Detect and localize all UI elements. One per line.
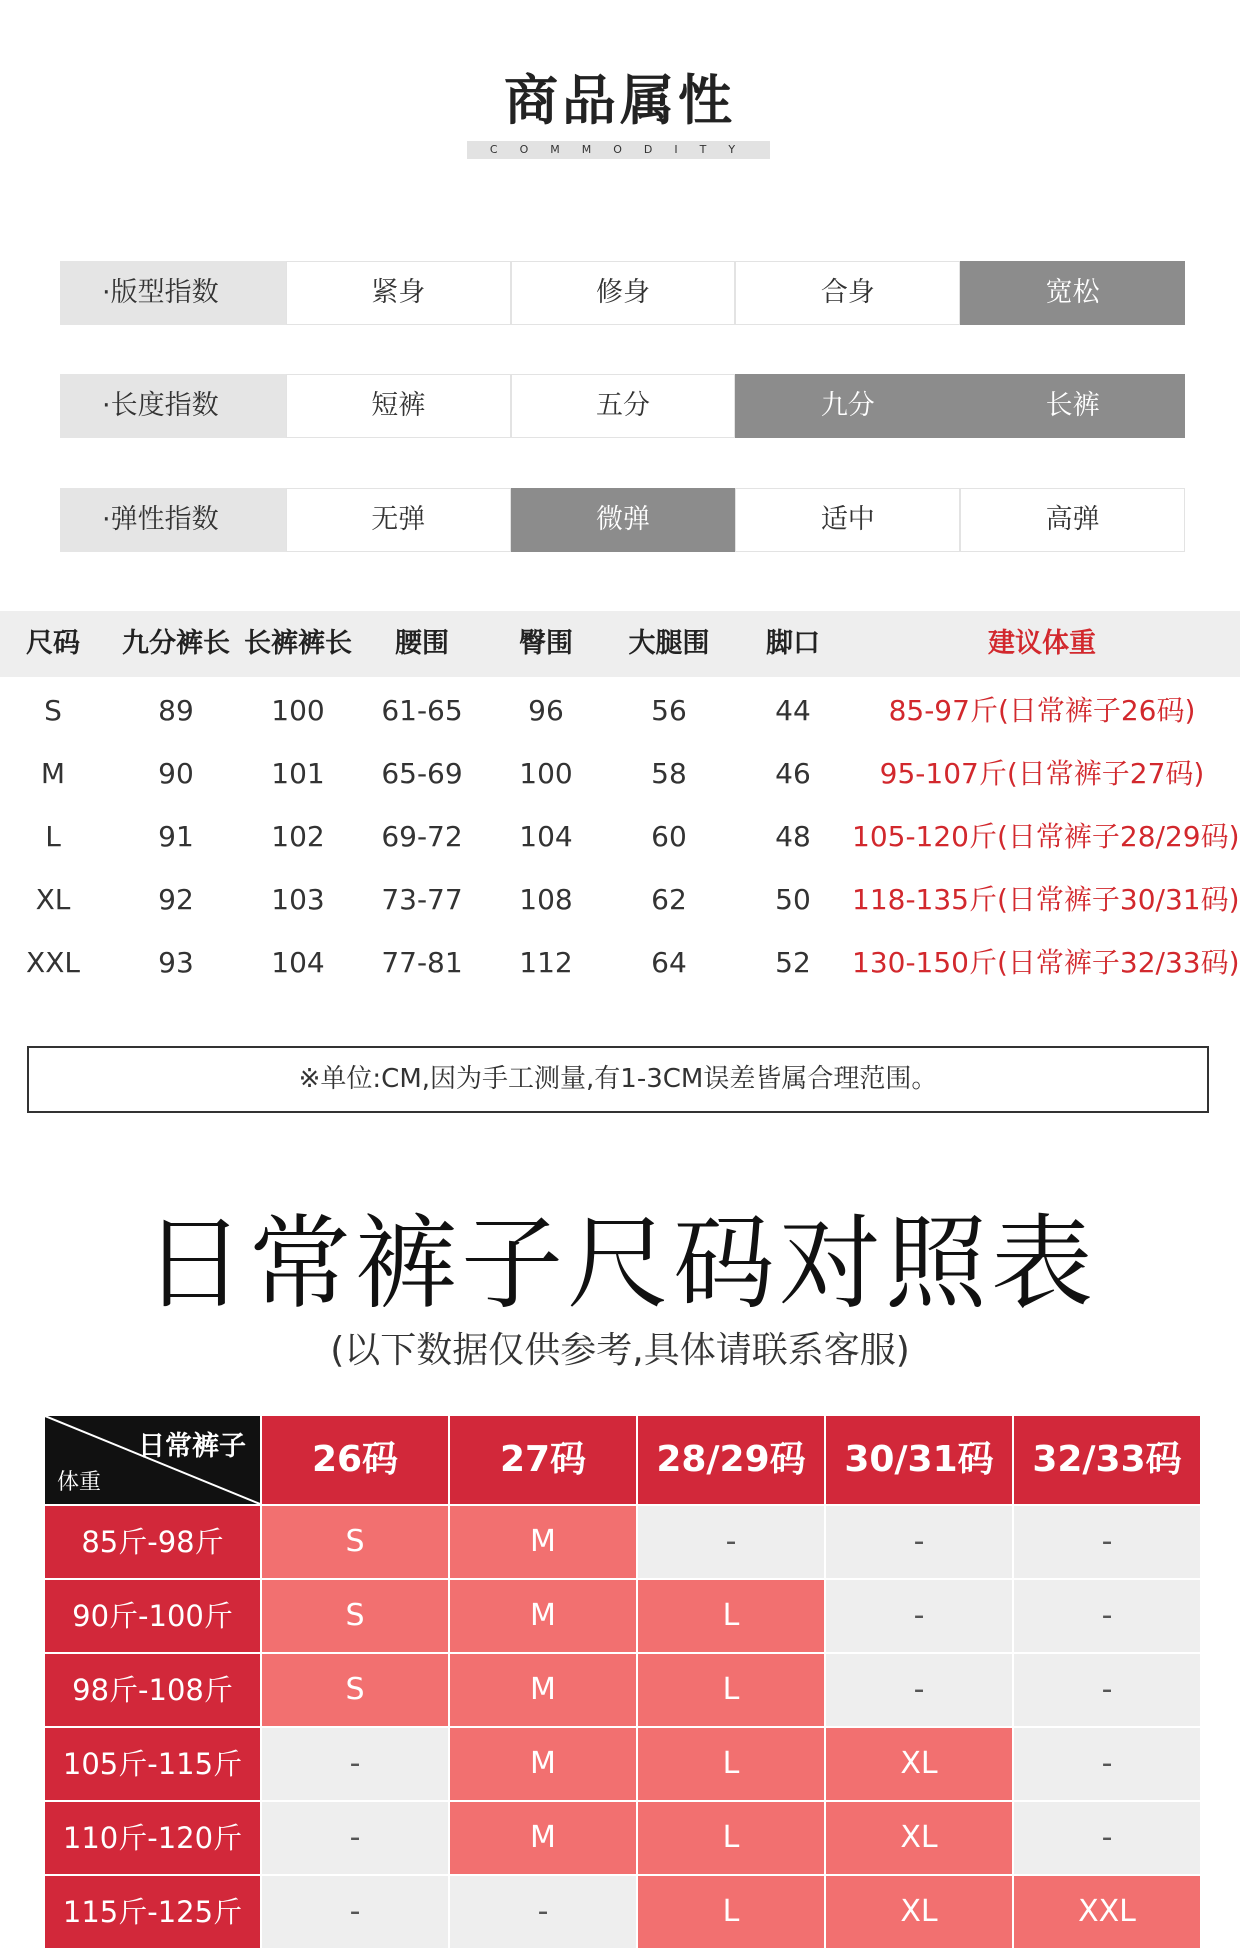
recommended-weight: 105-120斤(日常裤子28/29码) (852, 820, 1240, 853)
size-measurement: 46 (775, 757, 811, 790)
weight-range-label: 115斤-125斤 (45, 1876, 260, 1948)
comparison-cell: L (638, 1580, 824, 1652)
corner-column-label: 日常裤子 (138, 1431, 246, 1462)
attribute-row (60, 261, 1185, 325)
size-table-row (0, 743, 1240, 805)
size-measurement: 65-69 (381, 757, 463, 790)
size-measurement: 62 (651, 883, 687, 916)
comparison-cell: L (638, 1876, 824, 1948)
size-table-header (0, 611, 1240, 677)
size-label: XXL (26, 946, 80, 979)
measurement-note: ※单位:CM,因为手工测量,有1-3CM误差皆属合理范围。 (27, 1046, 1209, 1113)
size-measurement: 89 (158, 694, 194, 727)
comparison-cell: XL (826, 1802, 1012, 1874)
size-column-header: 脚口 (766, 628, 820, 659)
attribute-option: 短裤 (286, 374, 511, 438)
comparison-cell: - (1014, 1802, 1200, 1874)
comparison-cell: - (262, 1802, 448, 1874)
attribute-option: 高弹 (960, 488, 1185, 552)
comparison-cell: XL (826, 1876, 1012, 1948)
comparison-cell: XXL (1014, 1876, 1200, 1948)
size-measurement: 100 (519, 757, 573, 790)
attribute-label: ·弹性指数 (60, 488, 286, 552)
size-measurement: 58 (651, 757, 687, 790)
attribute-option: 五分 (511, 374, 736, 438)
size-measurement: 102 (271, 820, 325, 853)
comparison-cell: - (826, 1506, 1012, 1578)
comparison-column-header: 32/33码 (1014, 1416, 1200, 1504)
comparison-cell: S (262, 1654, 448, 1726)
comparison-cell: L (638, 1654, 824, 1726)
size-table-row (0, 869, 1240, 931)
attribute-label: ·版型指数 (60, 261, 286, 325)
size-label: M (40, 757, 66, 790)
attribute-option: 紧身 (286, 261, 511, 325)
size-measurement: 104 (271, 946, 325, 979)
size-measurement: 73-77 (381, 883, 463, 916)
comparison-cell: M (450, 1728, 636, 1800)
size-table-row (0, 932, 1240, 994)
size-label: XL (35, 883, 71, 916)
comparison-subtitle: (以下数据仅供参考,具体请联系客服) (330, 1330, 910, 1371)
size-column-header: 大腿围 (628, 628, 710, 659)
comparison-cell: M (450, 1506, 636, 1578)
attribute-option: 微弹 (511, 488, 736, 552)
comparison-cell: - (826, 1654, 1012, 1726)
size-measurement: 108 (519, 883, 573, 916)
attribute-option: 长裤 (960, 374, 1185, 438)
size-label: S (44, 694, 62, 727)
size-column-header: 臀围 (519, 628, 573, 659)
size-measurement: 50 (775, 883, 811, 916)
weight-range-label: 105斤-115斤 (45, 1728, 260, 1800)
attribute-option: 修身 (511, 261, 736, 325)
size-table-row (0, 806, 1240, 868)
comparison-title: 日常裤子尺码对照表 (143, 1205, 1097, 1324)
comparison-cell: - (450, 1876, 636, 1948)
recommended-weight: 130-150斤(日常裤子32/33码) (852, 946, 1240, 979)
weight-range-label: 90斤-100斤 (45, 1580, 260, 1652)
size-column-header: 九分裤长 (122, 628, 230, 659)
comparison-cell: L (638, 1802, 824, 1874)
attribute-row (60, 488, 1185, 552)
size-measurement: 96 (528, 694, 564, 727)
size-measurement: 56 (651, 694, 687, 727)
weight-range-label: 98斤-108斤 (45, 1654, 260, 1726)
comparison-column-header: 26码 (262, 1416, 448, 1504)
size-measurement: 52 (775, 946, 811, 979)
comparison-cell: - (1014, 1654, 1200, 1726)
size-measurement: 91 (158, 820, 194, 853)
attribute-label: ·长度指数 (60, 374, 286, 438)
attribute-option: 九分 (735, 374, 960, 438)
recommended-weight: 95-107斤(日常裤子27码) (879, 757, 1205, 790)
comparison-cell: S (262, 1580, 448, 1652)
size-measurement: 48 (775, 820, 811, 853)
size-measurement: 101 (271, 757, 325, 790)
comparison-cell: M (450, 1802, 636, 1874)
recommended-weight: 118-135斤(日常裤子30/31码) (852, 883, 1240, 916)
comparison-cell: L (638, 1728, 824, 1800)
corner-row-label: 体重 (57, 1470, 102, 1495)
comparison-column-header: 30/31码 (826, 1416, 1012, 1504)
comparison-cell: S (262, 1506, 448, 1578)
attribute-option: 合身 (735, 261, 960, 325)
weight-range-label: 85斤-98斤 (45, 1506, 260, 1578)
comparison-cell: - (638, 1506, 824, 1578)
comparison-cell: - (1014, 1506, 1200, 1578)
comparison-cell: - (262, 1728, 448, 1800)
comparison-cell: XL (826, 1728, 1012, 1800)
comparison-cell: - (1014, 1580, 1200, 1652)
attribute-option: 无弹 (286, 488, 511, 552)
comparison-cell: - (1014, 1728, 1200, 1800)
table-corner-header (45, 1416, 260, 1504)
attribute-option: 适中 (735, 488, 960, 552)
size-measurement: 92 (158, 883, 194, 916)
size-column-header: 腰围 (395, 628, 449, 659)
size-column-header: 建议体重 (988, 628, 1096, 659)
weight-range-label: 110斤-120斤 (45, 1802, 260, 1874)
size-measurement: 77-81 (381, 946, 463, 979)
size-table-row (0, 680, 1240, 742)
comparison-cell: M (450, 1654, 636, 1726)
recommended-weight: 85-97斤(日常裤子26码) (888, 694, 1196, 727)
size-measurement: 69-72 (381, 820, 463, 853)
size-column-header: 长裤裤长 (244, 628, 352, 659)
attribute-option: 宽松 (960, 261, 1185, 325)
size-measurement: 90 (158, 757, 194, 790)
size-measurement: 64 (651, 946, 687, 979)
section-subtitle: COMMODITY (467, 141, 770, 159)
comparison-cell: M (450, 1580, 636, 1652)
size-measurement: 44 (775, 694, 811, 727)
comparison-cell: - (262, 1876, 448, 1948)
size-measurement: 112 (519, 946, 573, 979)
size-measurement: 60 (651, 820, 687, 853)
size-measurement: 104 (519, 820, 573, 853)
comparison-column-header: 27码 (450, 1416, 636, 1504)
size-measurement: 93 (158, 946, 194, 979)
size-measurement: 103 (271, 883, 325, 916)
comparison-cell: - (826, 1580, 1012, 1652)
size-column-header: 尺码 (26, 628, 80, 659)
size-measurement: 100 (271, 694, 325, 727)
attribute-row (60, 374, 1185, 438)
size-measurement: 61-65 (381, 694, 463, 727)
size-label: L (45, 820, 61, 853)
comparison-column-header: 28/29码 (638, 1416, 824, 1504)
section-title: 商品属性 (504, 69, 736, 132)
